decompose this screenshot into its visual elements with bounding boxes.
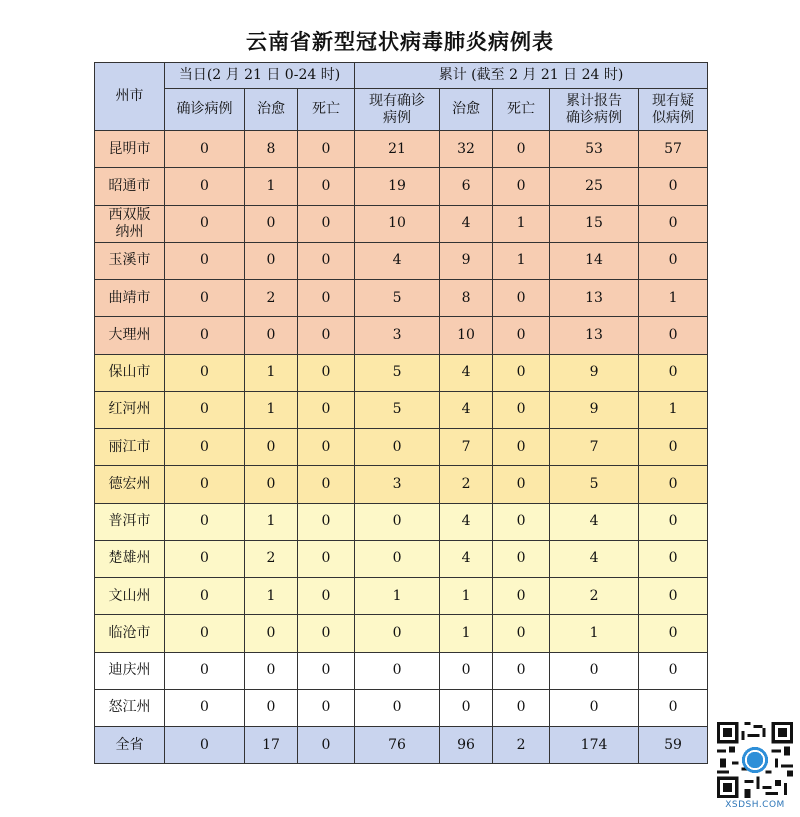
value-cell: 0 [165, 578, 245, 615]
value-cell: 5 [355, 280, 440, 317]
value-cell: 0 [165, 168, 245, 205]
value-cell: 4 [550, 540, 639, 577]
qr-code-icon [717, 722, 793, 798]
value-cell: 0 [493, 503, 550, 540]
value-cell: 0 [639, 317, 708, 354]
value-cell: 8 [245, 131, 298, 168]
value-cell: 4 [440, 354, 493, 391]
value-cell: 0 [493, 168, 550, 205]
city-cell: 昆明市 [95, 131, 165, 168]
value-cell: 0 [165, 317, 245, 354]
value-cell: 32 [440, 131, 493, 168]
value-cell: 2 [440, 466, 493, 503]
value-cell: 0 [440, 689, 493, 726]
value-cell: 0 [355, 503, 440, 540]
city-cell: 曲靖市 [95, 280, 165, 317]
col-daily-dead: 死亡 [298, 89, 355, 131]
col-cum-dead: 死亡 [493, 89, 550, 131]
value-cell: 5 [355, 354, 440, 391]
value-cell: 0 [165, 615, 245, 652]
value-cell: 0 [245, 429, 298, 466]
total-label: 全省 [95, 727, 165, 764]
value-cell: 0 [493, 391, 550, 428]
value-cell: 0 [639, 466, 708, 503]
total-cell: 0 [298, 727, 355, 764]
city-cell: 昭通市 [95, 168, 165, 205]
value-cell: 0 [639, 503, 708, 540]
city-cell: 普洱市 [95, 503, 165, 540]
value-cell: 0 [298, 578, 355, 615]
value-cell: 1 [639, 391, 708, 428]
value-cell: 1 [493, 242, 550, 279]
value-cell: 0 [165, 391, 245, 428]
value-cell: 0 [298, 429, 355, 466]
total-cell: 0 [165, 727, 245, 764]
value-cell: 0 [165, 540, 245, 577]
value-cell: 0 [245, 317, 298, 354]
value-cell: 13 [550, 317, 639, 354]
city-cell: 大理州 [95, 317, 165, 354]
value-cell: 0 [493, 540, 550, 577]
value-cell: 4 [440, 540, 493, 577]
value-cell: 21 [355, 131, 440, 168]
value-cell: 0 [165, 429, 245, 466]
value-cell: 0 [550, 652, 639, 689]
value-cell: 57 [639, 131, 708, 168]
value-cell: 0 [165, 205, 245, 242]
value-cell: 0 [639, 429, 708, 466]
value-cell: 0 [355, 615, 440, 652]
value-cell: 1 [245, 578, 298, 615]
value-cell: 9 [440, 242, 493, 279]
value-cell: 0 [298, 652, 355, 689]
value-cell: 0 [165, 354, 245, 391]
value-cell: 10 [440, 317, 493, 354]
value-cell: 0 [298, 205, 355, 242]
value-cell: 0 [493, 354, 550, 391]
case-table [94, 62, 708, 764]
value-cell: 1 [245, 391, 298, 428]
value-cell: 53 [550, 131, 639, 168]
value-cell: 1 [245, 503, 298, 540]
value-cell: 0 [493, 131, 550, 168]
value-cell: 1 [245, 168, 298, 205]
col-cum-cured: 治愈 [440, 89, 493, 131]
value-cell: 15 [550, 205, 639, 242]
value-cell: 0 [355, 540, 440, 577]
value-cell: 14 [550, 242, 639, 279]
value-cell: 0 [298, 168, 355, 205]
value-cell: 4 [440, 391, 493, 428]
value-cell: 3 [355, 466, 440, 503]
value-cell: 0 [440, 652, 493, 689]
value-cell: 0 [245, 466, 298, 503]
page-title: 云南省新型冠状病毒肺炎病例表 [246, 29, 554, 54]
total-row [95, 727, 708, 764]
value-cell: 5 [550, 466, 639, 503]
value-cell: 1 [440, 615, 493, 652]
value-cell: 0 [355, 652, 440, 689]
table-row [95, 689, 708, 726]
value-cell: 0 [298, 689, 355, 726]
table-row [95, 354, 708, 391]
value-cell: 0 [493, 317, 550, 354]
value-cell: 0 [639, 689, 708, 726]
value-cell: 0 [493, 578, 550, 615]
value-cell: 0 [639, 354, 708, 391]
value-cell: 10 [355, 205, 440, 242]
value-cell: 25 [550, 168, 639, 205]
city-cell: 临沧市 [95, 615, 165, 652]
value-cell: 0 [550, 689, 639, 726]
table-row [95, 205, 708, 242]
total-cell: 174 [550, 727, 639, 764]
value-cell: 0 [493, 466, 550, 503]
value-cell: 1 [550, 615, 639, 652]
col-daily-cured: 治愈 [245, 89, 298, 131]
value-cell: 0 [245, 689, 298, 726]
value-cell: 0 [639, 242, 708, 279]
value-cell: 9 [550, 354, 639, 391]
table-row [95, 168, 708, 205]
value-cell: 8 [440, 280, 493, 317]
table-row [95, 131, 708, 168]
value-cell: 0 [298, 466, 355, 503]
value-cell: 0 [298, 131, 355, 168]
value-cell: 1 [440, 578, 493, 615]
value-cell: 0 [355, 689, 440, 726]
value-cell: 1 [245, 354, 298, 391]
city-cell: 怒江州 [95, 689, 165, 726]
table-row [95, 317, 708, 354]
value-cell: 0 [165, 689, 245, 726]
value-cell: 0 [165, 131, 245, 168]
cumulative-group-header: 累计 (截至 2 月 21 日 24 时) [355, 63, 708, 89]
value-cell: 6 [440, 168, 493, 205]
value-cell: 7 [550, 429, 639, 466]
total-cell: 59 [639, 727, 708, 764]
value-cell: 0 [245, 615, 298, 652]
table-row [95, 466, 708, 503]
value-cell: 0 [639, 540, 708, 577]
city-cell: 保山市 [95, 354, 165, 391]
value-cell: 0 [245, 652, 298, 689]
value-cell: 0 [165, 652, 245, 689]
value-cell: 0 [165, 503, 245, 540]
value-cell: 1 [639, 280, 708, 317]
value-cell: 2 [245, 280, 298, 317]
daily-group-header: 当日(2 月 21 日 0-24 时) [165, 63, 355, 89]
value-cell: 1 [493, 205, 550, 242]
value-cell: 0 [298, 615, 355, 652]
value-cell: 0 [493, 429, 550, 466]
value-cell: 0 [639, 615, 708, 652]
value-cell: 0 [165, 466, 245, 503]
value-cell: 5 [355, 391, 440, 428]
value-cell: 0 [245, 205, 298, 242]
value-cell: 0 [493, 615, 550, 652]
table-row [95, 540, 708, 577]
value-cell: 2 [245, 540, 298, 577]
table-row [95, 578, 708, 615]
col-cum-confirmed: 累计报告 确诊病例 [550, 89, 639, 131]
total-cell: 17 [245, 727, 298, 764]
table-row [95, 429, 708, 466]
value-cell: 1 [355, 578, 440, 615]
value-cell: 0 [298, 354, 355, 391]
city-cell: 玉溪市 [95, 242, 165, 279]
table-row [95, 242, 708, 279]
table-row [95, 503, 708, 540]
value-cell: 2 [550, 578, 639, 615]
city-cell: 丽江市 [95, 429, 165, 466]
col-current-confirmed: 现有确诊 病例 [355, 89, 440, 131]
col-daily-confirmed: 确诊病例 [165, 89, 245, 131]
value-cell: 3 [355, 317, 440, 354]
value-cell: 9 [550, 391, 639, 428]
city-cell: 迪庆州 [95, 652, 165, 689]
value-cell: 0 [493, 689, 550, 726]
value-cell: 0 [298, 391, 355, 428]
city-cell: 楚雄州 [95, 540, 165, 577]
value-cell: 0 [298, 540, 355, 577]
city-cell: 文山州 [95, 578, 165, 615]
value-cell: 0 [298, 503, 355, 540]
col-current-suspected: 现有疑 似病例 [639, 89, 708, 131]
value-cell: 0 [639, 168, 708, 205]
value-cell: 13 [550, 280, 639, 317]
total-cell: 76 [355, 727, 440, 764]
value-cell: 19 [355, 168, 440, 205]
table-row [95, 615, 708, 652]
value-cell: 0 [298, 280, 355, 317]
value-cell: 0 [245, 242, 298, 279]
table-row [95, 391, 708, 428]
city-cell: 西双版 纳州 [95, 205, 165, 242]
city-cell: 德宏州 [95, 466, 165, 503]
total-cell: 2 [493, 727, 550, 764]
table-row [95, 652, 708, 689]
value-cell: 0 [493, 280, 550, 317]
table-row [95, 280, 708, 317]
value-cell: 0 [493, 652, 550, 689]
city-header: 州市 [95, 63, 165, 131]
value-cell: 0 [639, 205, 708, 242]
value-cell: 0 [298, 317, 355, 354]
value-cell: 0 [639, 652, 708, 689]
value-cell: 0 [165, 242, 245, 279]
value-cell: 4 [355, 242, 440, 279]
value-cell: 0 [639, 578, 708, 615]
qr-caption: XSDSH.COM [725, 800, 785, 810]
value-cell: 0 [165, 280, 245, 317]
total-cell: 96 [440, 727, 493, 764]
value-cell: 0 [355, 429, 440, 466]
city-cell: 红河州 [95, 391, 165, 428]
value-cell: 4 [440, 205, 493, 242]
value-cell: 0 [298, 242, 355, 279]
value-cell: 7 [440, 429, 493, 466]
value-cell: 4 [440, 503, 493, 540]
value-cell: 4 [550, 503, 639, 540]
